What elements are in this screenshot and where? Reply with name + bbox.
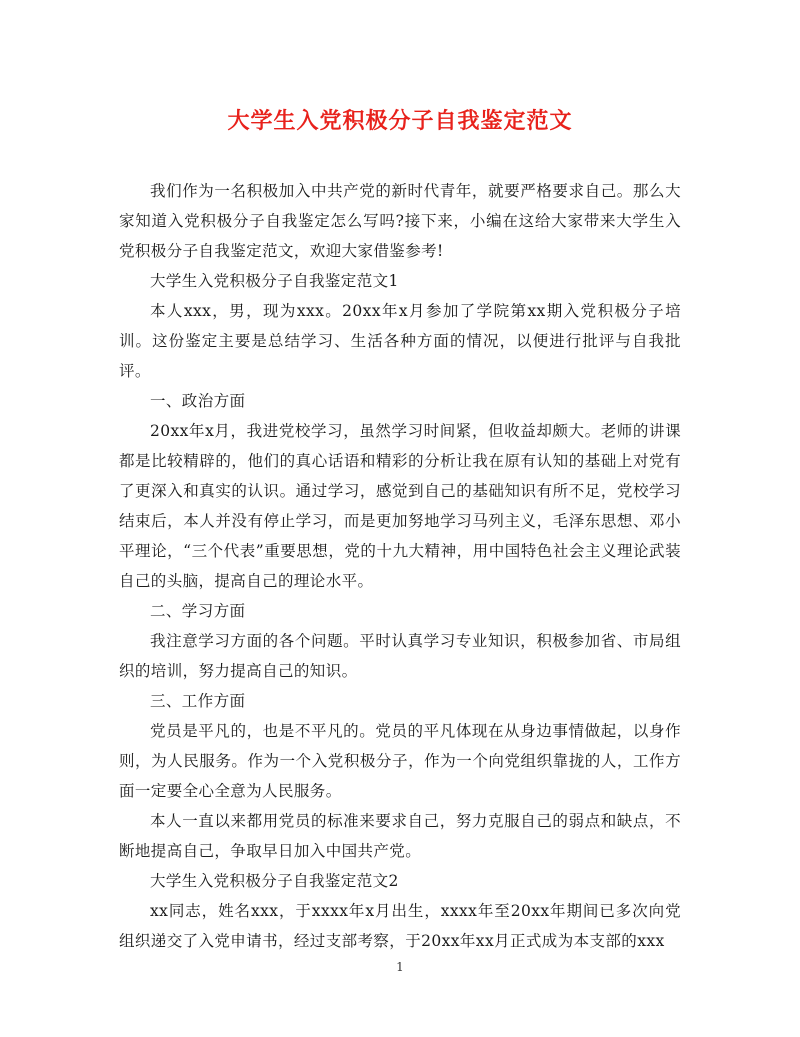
body-paragraph: xx同志，姓名xxx，于xxxx年x月出生，xxxx年至20xx年期间已多次向党组织递交了入党申请书，经过支部考察，于20xx年xx月正式成为本支部的xxx [119, 902, 681, 950]
section-heading-sample-2: 大学生入党积极分子自我鉴定范文2 [150, 872, 399, 890]
subheading-work: 三、工作方面 [150, 692, 246, 710]
subheading-political: 一、政治方面 [150, 392, 246, 410]
body-paragraph: 本人一直以来都用党员的标准来要求自己，努力克服自己的弱点和缺点，不断地提高自己，争取早日加入中国共产党。 [119, 812, 681, 860]
subheading-study: 二、学习方面 [150, 602, 246, 620]
document-body [119, 176, 681, 956]
page-number: 1 [396, 960, 404, 974]
body-paragraph: 党员是平凡的，也是不平凡的。党员的平凡体现在从身边事情做起，以身作则，为人民服务。作为一个入党积极分子，作为一个向党组织靠拢的人，工作方面一定要全心全意为人民服务。 [119, 722, 681, 800]
document-title: 大学生入党积极分子自我鉴定范文 [227, 108, 573, 134]
intro-paragraph: 我们作为一名积极加入中共产党的新时代青年，就要严格要求自己。那么大家知道入党积极分子自我鉴定怎么写吗?接下来，小编在这给大家带来大学生入党积极分子自我鉴定范文，欢迎大家借鉴参考! [119, 182, 681, 260]
body-paragraph: 本人xxx，男，现为xxx。20xx年x月参加了学院第xx期入党积极分子培训。这份鉴定主要是总结学习、生活各种方面的情况，以便进行批评与自我批评。 [119, 302, 681, 380]
body-paragraph: 我注意学习方面的各个问题。平时认真学习专业知识，积极参加省、市局组织的培训，努力提高自己的知识。 [119, 632, 681, 680]
body-paragraph: 20xx年x月，我进党校学习，虽然学习时间紧，但收益却颇大。老师的讲课都是比较精辟的，他们的真心话语和精彩的分析让我在原有认知的基础上对党有了更深入和真实的认识。通过学习，感觉到自己的基础知识有所不足，党校学习结束后，本人并没有停止学习，而是更加努地学习马列主义，毛泽东思想、邓小平理论，“三个代表”重要思想，党的十九大精神，用中国特色社会主义理论武装自己的头脑，提高自己的理论水平。 [119, 422, 681, 590]
section-heading-sample-1: 大学生入党积极分子自我鉴定范文1 [150, 272, 399, 290]
